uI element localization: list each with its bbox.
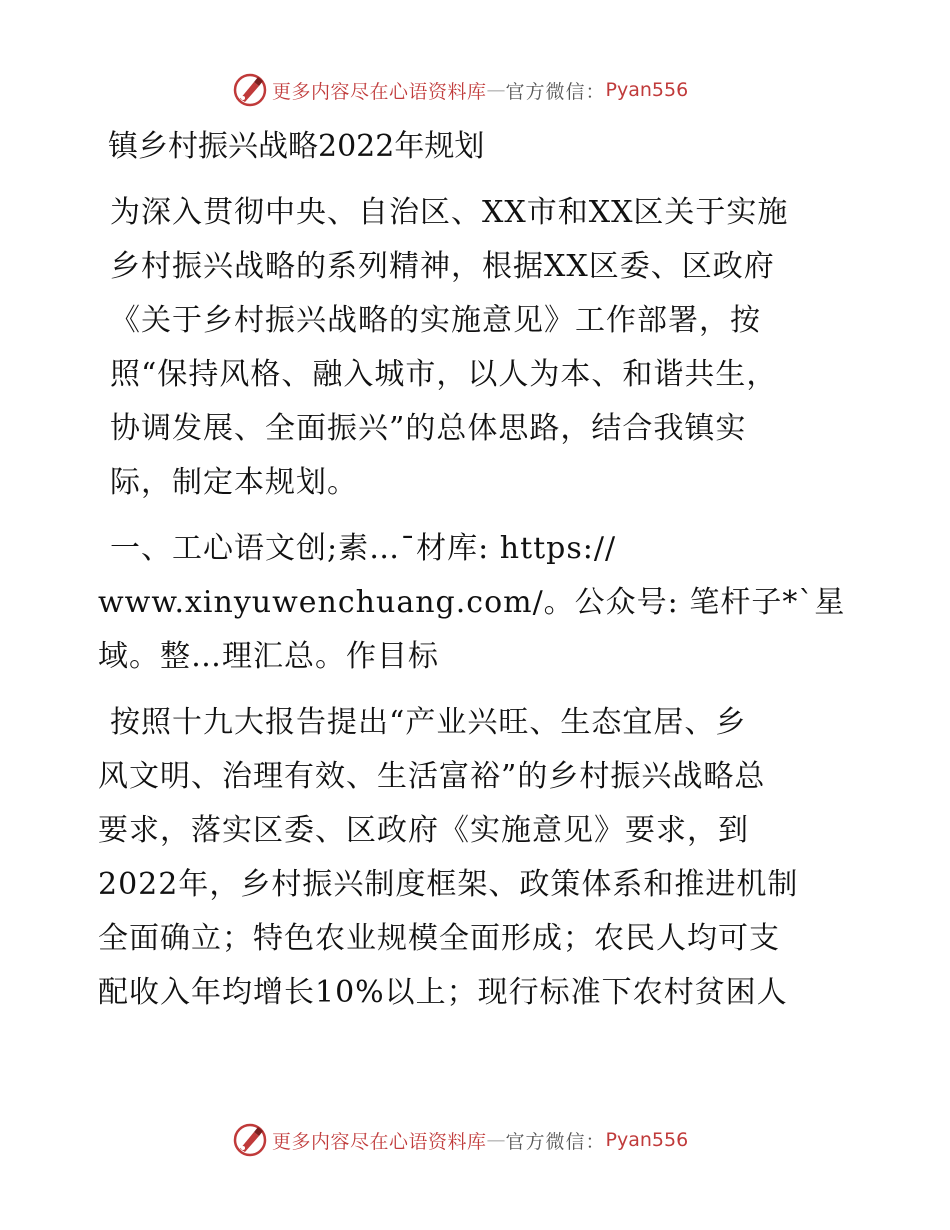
document-title: 镇乡村振兴战略2022年规划 bbox=[108, 129, 485, 164]
watermark-text: 更多内容尽在心语资料库 bbox=[272, 80, 487, 103]
paragraph-line: 域。整…理汇总。作目标 bbox=[98, 639, 439, 674]
paragraph-line: www.xinyuwenchuang.com/。公众号: 笔杆子*`星 bbox=[98, 585, 846, 620]
paragraph-line: 乡村振兴战略的系列精神，根据XX区委、区政府 bbox=[110, 249, 775, 284]
watermark-subtext: 官方微信： bbox=[505, 1130, 606, 1153]
paragraph-line: 风文明、治理有效、生活富裕”的乡村振兴战略总 bbox=[98, 759, 766, 794]
watermark-subtext: 官方微信： bbox=[505, 80, 606, 103]
paragraph-line: 照“保持风格、融入城市，以人为本、和谐共生， bbox=[110, 357, 778, 392]
watermark-text: 更多内容尽在心语资料库 bbox=[272, 1130, 487, 1153]
watermark-separator: — bbox=[486, 79, 506, 101]
paragraph-line: 际，制定本规划。 bbox=[110, 465, 358, 500]
watermark-id: Pyan556 bbox=[605, 1129, 689, 1151]
quill-pen-logo-icon bbox=[232, 72, 268, 108]
paragraph-line: 要求，落实区委、区政府《实施意见》要求，到 bbox=[98, 813, 749, 848]
paragraph-line: 按照十九大报告提出“产业兴旺、生态宜居、乡 bbox=[110, 705, 747, 740]
paragraph-line: 《关于乡村振兴战略的实施意见》工作部署，按 bbox=[110, 303, 761, 338]
watermark-header bbox=[232, 70, 688, 110]
intro-paragraph bbox=[98, 186, 868, 510]
paragraph-line: 为深入贯彻中央、自治区、XX市和XX区关于实施 bbox=[110, 195, 789, 230]
watermark-footer bbox=[232, 1120, 688, 1160]
quill-pen-logo-icon bbox=[232, 1122, 268, 1158]
paragraph-line: 一、工心语文创;素…¯材库: https:// bbox=[110, 531, 617, 566]
document-body bbox=[98, 120, 868, 1032]
watermark-id: Pyan556 bbox=[605, 79, 689, 101]
paragraph-line: 全面确立；特色农业规模全面形成；农民人均可支 bbox=[98, 921, 780, 956]
section-heading-paragraph bbox=[98, 522, 868, 684]
paragraph-line: 2022年，乡村振兴制度框架、政策体系和推进机制 bbox=[98, 867, 799, 902]
paragraph-line: 协调发展、全面振兴”的总体思路，结合我镇实 bbox=[110, 411, 747, 446]
watermark-separator: — bbox=[486, 1129, 506, 1151]
paragraph-line: 配收入年均增长10%以上；现行标准下农村贫困人 bbox=[98, 975, 788, 1010]
goals-paragraph bbox=[98, 696, 868, 1020]
